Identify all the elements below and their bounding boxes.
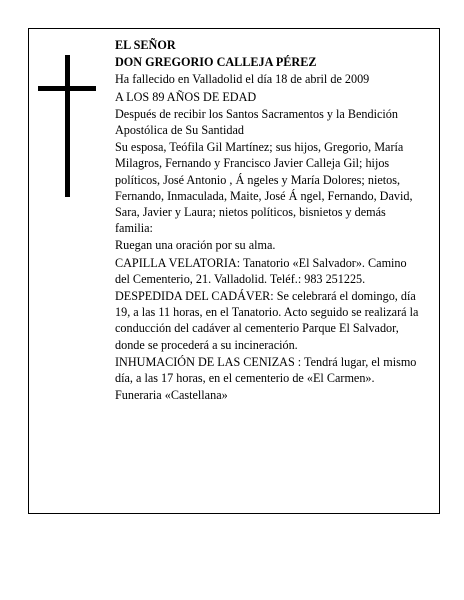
funeral-home: Funeraria «Castellana» — [115, 388, 228, 403]
deceased-name: DON GREGORIO CALLEJA PÉREZ — [115, 55, 317, 70]
obituary-heading: EL SEÑOR — [115, 38, 176, 52]
cross-horizontal-bar — [38, 86, 96, 91]
obituary-text — [115, 37, 423, 404]
chapel-paragraph: CAPILLA VELATORIA: Tanatorio «El Salvador». Camino del Cementerio, 21. Valladolid. Teléf.: 983 251225. — [115, 255, 407, 286]
cross-vertical-bar — [65, 55, 70, 197]
prayer-line: Ruegan una oración por su alma. — [115, 238, 276, 253]
farewell-paragraph: DESPEDIDA DEL CADÁVER: Se celebrará el domingo, día 19, a las 11 horas, en el Tanatorio. Acto seguido se realizará la conducción del cadáver al cementerio Parque El Salvador, donde se procederá a su incineración. — [115, 289, 419, 352]
family-paragraph: Su esposa, Teófila Gil Martínez; sus hijos, Gregorio, María Milagros, Fernando y Francisco Javier Calleja Gil; hijos políticos, José Antonio , Á ngeles y María Dolores; nietos, Fernando, Inmaculada, Maite, José Á ngel, Fernando, David, Sara, Javier y Laura; nietos políticos, bisnietos y demás familia: — [115, 140, 413, 236]
age-line: A LOS 89 AÑOS DE EDAD — [115, 89, 257, 104]
ashes-paragraph: INHUMACIÓN DE LAS CENIZAS : Tendrá lugar, el mismo día, a las 17 horas, en el cementerio de «El Carmen». — [115, 354, 417, 386]
sacraments-paragraph: Después de recibir los Santos Sacramentos y la Bendición Apostólica de Su Santidad — [115, 106, 398, 138]
death-notice: Ha fallecido en Valladolid el día 18 de abril de 2009 — [115, 72, 370, 87]
